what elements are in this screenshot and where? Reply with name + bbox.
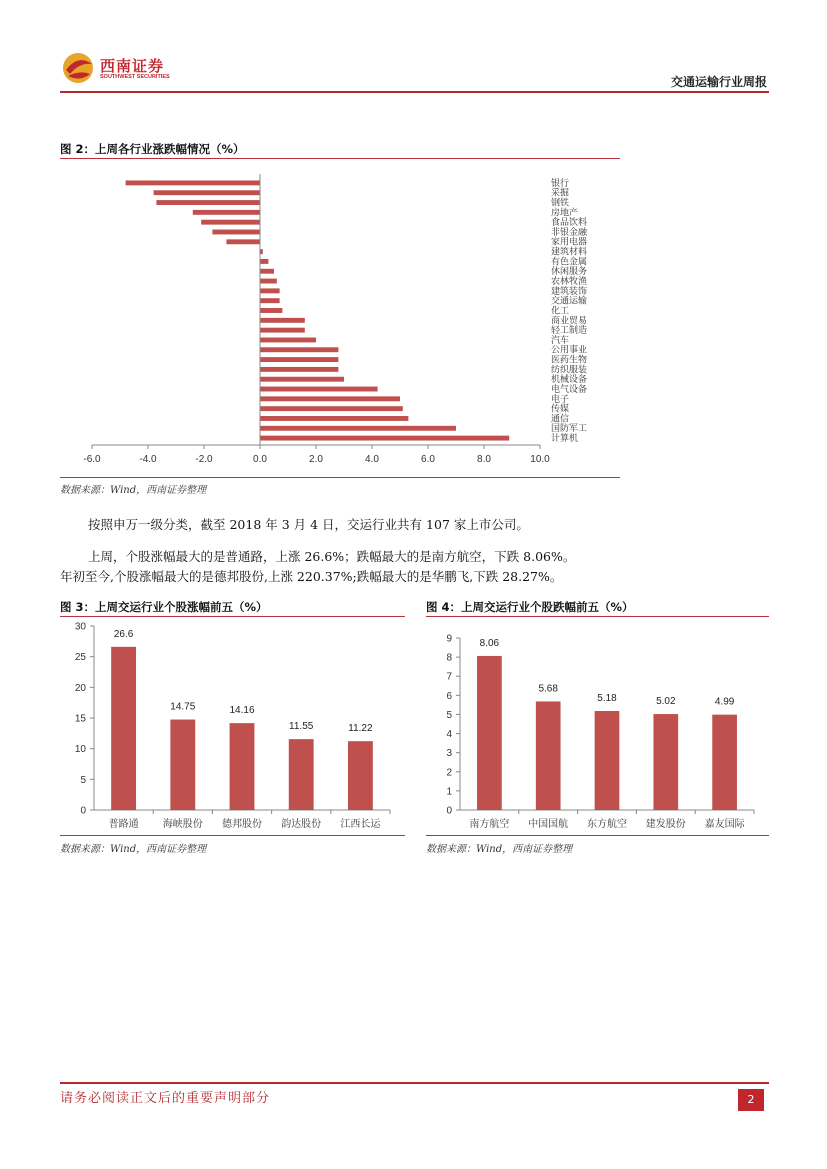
category-label: 有色金属 xyxy=(551,257,588,268)
top-gainers-chart xyxy=(60,618,405,834)
category-label: 农林牧渔 xyxy=(551,277,588,287)
category-label: 电气设备 xyxy=(551,384,588,395)
y-tick-label: 10 xyxy=(74,744,86,756)
page-number: 2 xyxy=(738,1089,764,1111)
category-label: 建发股份 xyxy=(645,819,686,830)
category-label: 海峡股份 xyxy=(162,819,203,830)
data-label: 5.18 xyxy=(597,693,617,705)
x-tick-label: 4.0 xyxy=(365,454,379,465)
data-label: 11.55 xyxy=(289,721,314,733)
bar xyxy=(156,200,260,205)
bar xyxy=(260,406,403,411)
bar xyxy=(595,711,620,810)
category-label: 食品饮料 xyxy=(551,218,588,229)
bar xyxy=(260,347,338,352)
bar xyxy=(260,269,274,274)
bar xyxy=(260,367,338,372)
top-losers-chart xyxy=(426,618,769,834)
x-tick-label: 6.0 xyxy=(421,454,435,465)
bar xyxy=(653,714,678,810)
bar xyxy=(260,279,277,284)
category-label: 南方航空 xyxy=(469,819,510,830)
figure4-source: 数据来源：Wind，西南证券整理 xyxy=(426,844,573,855)
category-label: 通信 xyxy=(551,414,570,425)
category-label: 家用电器 xyxy=(551,237,588,248)
x-tick-label: -2.0 xyxy=(195,454,213,465)
bar xyxy=(193,210,260,215)
figure2-title: 图 2：上周各行业涨跌幅情况（%） xyxy=(60,142,245,156)
data-label: 11.22 xyxy=(348,723,373,735)
y-tick-label: 9 xyxy=(446,633,452,645)
figure4-title: 图 4：上周交运行业个股跌幅前五（%） xyxy=(426,600,634,614)
category-label: 韵达股份 xyxy=(281,819,322,830)
category-label: 嘉友国际 xyxy=(704,819,745,830)
category-label: 采掘 xyxy=(551,188,570,199)
bar xyxy=(260,328,305,333)
bar xyxy=(230,723,255,810)
category-label: 纺织服装 xyxy=(551,365,588,376)
bar xyxy=(154,190,260,195)
y-tick-label: 8 xyxy=(446,652,452,664)
x-tick-label: 10.0 xyxy=(530,454,550,465)
category-label: 电子 xyxy=(551,394,570,405)
y-tick-label: 15 xyxy=(74,713,86,725)
bar xyxy=(260,259,268,264)
report-title: 交通运输行业周报 xyxy=(670,75,767,89)
bar xyxy=(260,387,378,392)
category-label: 国防军工 xyxy=(551,424,588,435)
figure4-top-rule xyxy=(426,616,769,617)
category-label: 休闲服务 xyxy=(551,267,588,278)
bar xyxy=(260,288,280,293)
bar xyxy=(126,180,260,185)
bar xyxy=(260,416,408,421)
bar xyxy=(226,239,260,244)
bar xyxy=(260,426,456,431)
x-tick-label: -4.0 xyxy=(139,454,157,465)
category-label: 普路通 xyxy=(108,819,139,830)
company-logo xyxy=(60,48,100,88)
y-tick-label: 5 xyxy=(446,709,452,721)
x-tick-label: 8.0 xyxy=(477,454,491,465)
category-label: 机械设备 xyxy=(551,375,588,386)
y-tick-label: 1 xyxy=(446,786,452,798)
category-label: 非银金融 xyxy=(551,227,588,238)
bar xyxy=(260,377,344,382)
y-tick-label: 7 xyxy=(446,671,452,683)
x-tick-label: 0.0 xyxy=(253,454,267,465)
data-label: 5.02 xyxy=(656,696,676,708)
x-tick-label: -6.0 xyxy=(83,454,101,465)
category-label: 传媒 xyxy=(551,404,570,415)
y-tick-label: 30 xyxy=(74,621,86,633)
category-label: 计算机 xyxy=(551,434,579,445)
figure2-top-rule xyxy=(60,158,620,159)
bar xyxy=(170,720,195,810)
figure4-bottom-rule xyxy=(426,835,769,836)
category-label: 汽车 xyxy=(551,335,570,346)
bar xyxy=(712,715,737,810)
bar xyxy=(260,298,280,303)
category-label: 医药生物 xyxy=(551,355,588,366)
bar xyxy=(260,396,400,401)
paragraph-3: 年初至今,个股涨幅最大的是德邦股份,上涨 220.37%;跌幅最大的是华鹏飞,下跌 28.27%。 xyxy=(60,569,563,584)
category-label: 化工 xyxy=(551,306,570,317)
category-label: 中国国航 xyxy=(528,819,569,830)
bar xyxy=(477,656,502,810)
figure3-bottom-rule xyxy=(60,835,405,836)
category-label: 轻工制造 xyxy=(551,326,588,337)
paragraph-1: 按照申万一级分类，截至 2018 年 3 月 4 日，交运行业共有 107 家上市公司。 xyxy=(88,517,529,532)
y-tick-label: 2 xyxy=(446,767,452,779)
y-tick-label: 0 xyxy=(80,805,86,817)
x-tick-label: 2.0 xyxy=(309,454,323,465)
figure3-source: 数据来源：Wind，西南证券整理 xyxy=(60,844,207,855)
data-label: 5.68 xyxy=(538,683,558,695)
data-label: 8.06 xyxy=(479,637,500,649)
header-divider xyxy=(60,91,769,93)
data-label: 4.99 xyxy=(714,696,735,708)
bar xyxy=(260,357,338,362)
y-tick-label: 4 xyxy=(446,729,452,741)
category-label: 建筑装饰 xyxy=(551,286,588,297)
bar xyxy=(260,337,316,342)
y-tick-label: 20 xyxy=(74,682,86,694)
data-label: 14.16 xyxy=(229,705,255,717)
figure3-top-rule xyxy=(60,616,405,617)
logo-text: 西南证券 xyxy=(100,57,165,75)
bar xyxy=(111,647,136,810)
footer-divider xyxy=(60,1082,769,1084)
y-tick-label: 3 xyxy=(446,748,452,760)
y-tick-label: 25 xyxy=(74,652,86,664)
y-tick-label: 0 xyxy=(446,805,452,817)
figure2-source: 数据来源：Wind，西南证券整理 xyxy=(60,485,207,496)
category-label: 德邦股份 xyxy=(222,819,262,830)
bar xyxy=(348,741,373,810)
bar xyxy=(260,318,305,323)
category-label: 建筑材料 xyxy=(551,247,588,258)
category-label: 商业贸易 xyxy=(551,316,588,327)
category-label: 钢铁 xyxy=(551,198,570,209)
bar xyxy=(260,436,509,441)
data-label: 26.6 xyxy=(113,628,134,640)
figure2-bottom-rule xyxy=(60,477,620,478)
figure3-title: 图 3：上周交运行业个股涨幅前五（%） xyxy=(60,600,268,614)
y-tick-label: 5 xyxy=(80,774,86,786)
logo-subtext: SOUTHWEST SECURITIES xyxy=(100,74,170,80)
y-tick-label: 6 xyxy=(446,690,452,702)
category-label: 江西长运 xyxy=(340,819,381,830)
category-label: 房地产 xyxy=(551,208,579,219)
bar xyxy=(212,230,260,235)
bar xyxy=(260,308,282,313)
category-label: 公用事业 xyxy=(551,345,588,356)
bar xyxy=(201,220,260,225)
category-label: 银行 xyxy=(551,178,570,189)
category-label: 交通运输 xyxy=(551,296,588,307)
bar xyxy=(289,739,314,810)
industry-change-chart xyxy=(60,160,620,476)
data-label: 14.75 xyxy=(170,701,196,713)
footer-notice: 请务必阅读正文后的重要声明部分 xyxy=(60,1091,271,1106)
paragraph-2: 上周，个股涨幅最大的是普通路，上涨 26.6%；跌幅最大的是南方航空，下跌 8.06%。 xyxy=(88,549,576,564)
category-label: 东方航空 xyxy=(587,819,627,830)
bar xyxy=(536,701,561,810)
